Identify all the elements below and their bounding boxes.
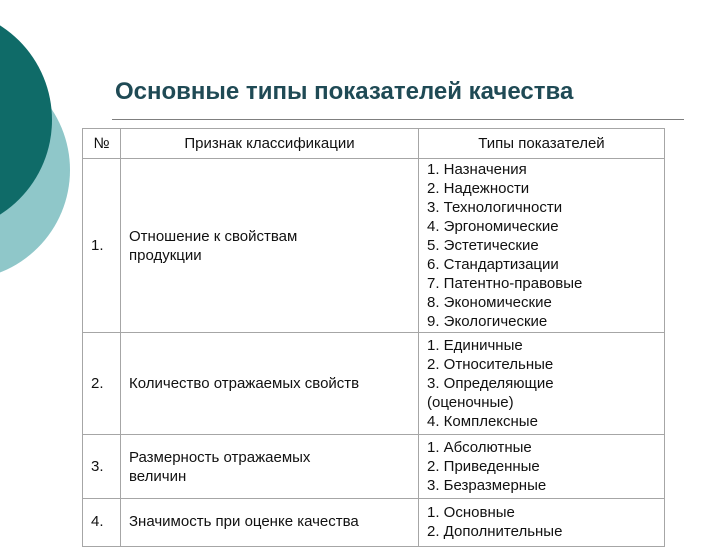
table-row (83, 333, 665, 435)
table-row (83, 159, 665, 333)
type-item: 5. Эстетические (427, 237, 539, 254)
page-title: Основные типы показателей качества (115, 78, 574, 105)
title-underline (112, 119, 684, 120)
type-item: (оценочные) (427, 394, 514, 411)
type-item: 4. Эргономические (427, 218, 559, 235)
criterion-text: Размерность отражаемых величин (129, 448, 311, 485)
table-row (83, 499, 665, 547)
row-criterion (121, 435, 419, 499)
row-number: 4. (83, 499, 121, 547)
type-item: 3. Технологичности (427, 199, 563, 216)
header-criterion: Признак классификации (121, 129, 419, 159)
header-number: № (83, 129, 121, 159)
type-item: 1. Основные (427, 504, 515, 521)
row-criterion (121, 159, 419, 333)
criterion-text: Отношение к свойствам продукции (129, 227, 298, 264)
row-types (419, 499, 665, 547)
type-item: 6. Стандартизации (427, 256, 559, 273)
type-item: 1. Назначения (427, 161, 527, 178)
type-item: 3. Определяющие (427, 375, 554, 392)
table-header-row (83, 129, 665, 159)
row-number: 1. (83, 159, 121, 333)
type-item: 2. Надежности (427, 180, 530, 197)
row-types (419, 333, 665, 435)
type-item: 2. Приведенные (427, 458, 540, 475)
type-item: 2. Дополнительные (427, 523, 563, 540)
row-number: 3. (83, 435, 121, 499)
type-item: 4. Комплексные (427, 413, 538, 430)
decorative-circles (0, 0, 90, 300)
type-item: 1. Абсолютные (427, 439, 532, 456)
type-item: 9. Экологические (427, 313, 548, 330)
type-item: 1. Единичные (427, 337, 523, 354)
row-types (419, 435, 665, 499)
table-row (83, 435, 665, 499)
row-number: 2. (83, 333, 121, 435)
type-item: 3. Безразмерные (427, 477, 547, 494)
type-item: 2. Относительные (427, 356, 554, 373)
quality-indicators-table (82, 128, 665, 547)
row-types (419, 159, 665, 333)
type-item: 7. Патентно-правовые (427, 275, 583, 292)
type-item: 8. Экономические (427, 294, 552, 311)
row-criterion: Значимость при оценке качества (121, 499, 419, 547)
row-criterion: Количество отражаемых свойств (121, 333, 419, 435)
header-types: Типы показателей (419, 129, 665, 159)
